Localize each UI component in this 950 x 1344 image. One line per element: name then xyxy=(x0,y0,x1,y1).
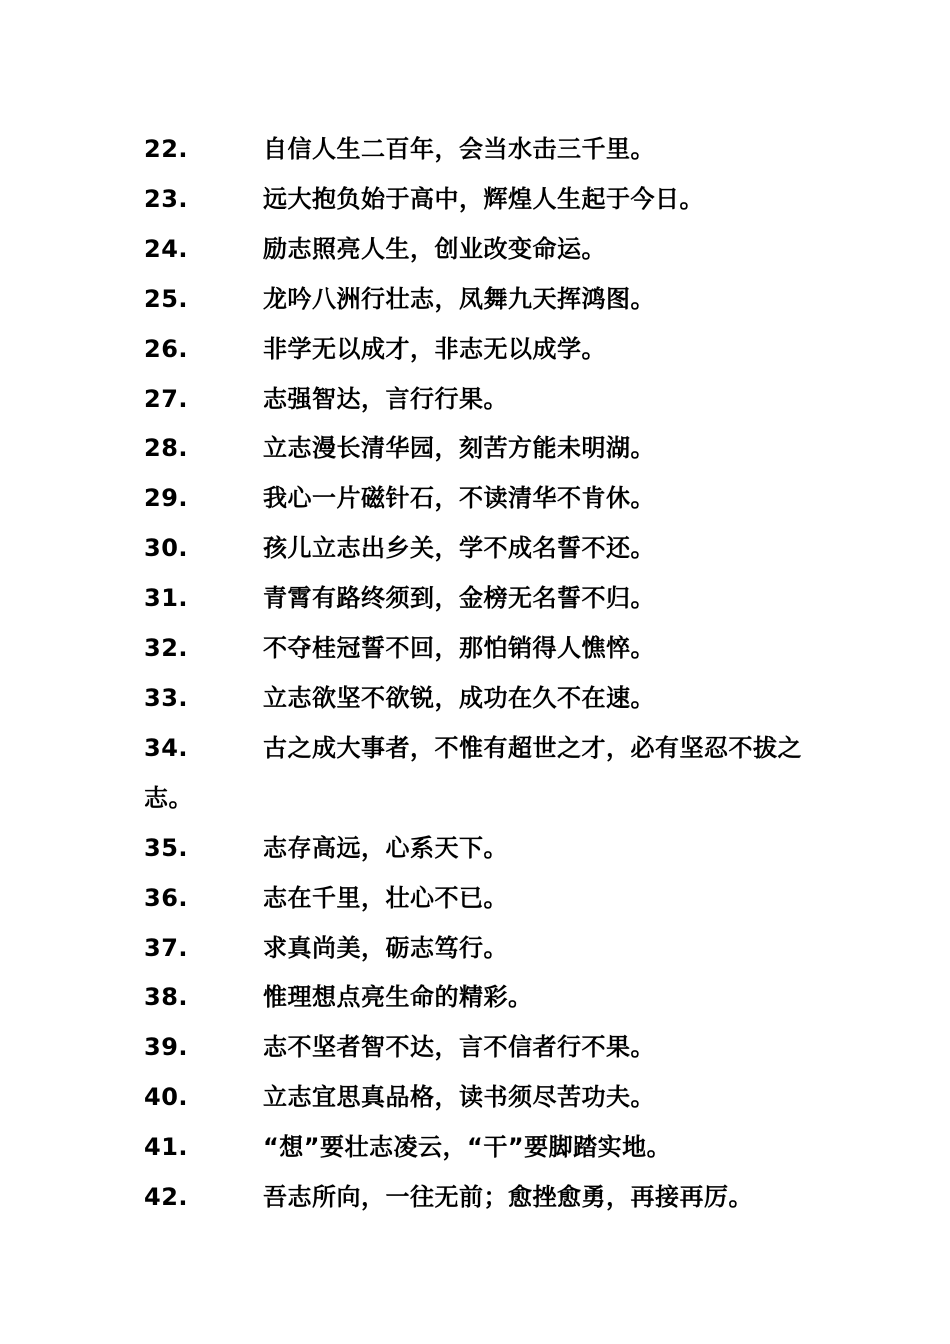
list-item xyxy=(144,175,824,225)
item-text: 志强智达，言行行果。 xyxy=(263,384,508,413)
item-number: 35. xyxy=(144,833,189,862)
list-item xyxy=(144,724,824,824)
item-text: “想”要壮志凌云，“干”要脚踏实地。 xyxy=(263,1133,672,1162)
item-text: 惟理想点亮生命的精彩。 xyxy=(263,983,533,1012)
item-text: 远大抱负始于高中，辉煌人生起于今日。 xyxy=(263,184,704,213)
item-text: 求真尚美，砺志笃行。 xyxy=(263,933,508,962)
list-item xyxy=(144,1173,824,1223)
item-number: 23. xyxy=(144,184,189,213)
list-item xyxy=(144,574,824,624)
item-number: 26. xyxy=(144,334,189,363)
list-item xyxy=(144,325,824,375)
list-item xyxy=(144,874,824,924)
item-text: 我心一片磁针石，不读清华不肯休。 xyxy=(263,484,655,513)
item-number: 28. xyxy=(144,434,189,463)
item-number: 22. xyxy=(144,135,189,163)
item-number: 31. xyxy=(144,584,189,613)
list-item xyxy=(144,524,824,574)
list-item xyxy=(144,125,824,175)
item-text: 励志照亮人生，创业改变命运。 xyxy=(263,234,606,263)
item-number: 41. xyxy=(144,1133,189,1162)
item-number: 24. xyxy=(144,234,189,263)
item-text: 青霄有路终须到，金榜无名誓不归。 xyxy=(263,584,655,613)
list-item xyxy=(144,424,824,474)
list-item xyxy=(144,674,824,724)
list-item xyxy=(144,1123,824,1173)
item-text: 立志宜思真品格，读书须尽苦功夫。 xyxy=(263,1083,655,1112)
item-number: 29. xyxy=(144,484,189,513)
motto-list xyxy=(144,125,824,1223)
list-item xyxy=(144,1073,824,1123)
item-text: 古之成大事者，不惟有超世之才，必有坚忍不拔之志。 xyxy=(144,733,802,812)
list-item xyxy=(144,824,824,874)
item-text: 非学无以成才，非志无以成学。 xyxy=(263,334,606,363)
item-text: 龙吟八洲行壮志，凤舞九天挥鸿图。 xyxy=(263,284,655,313)
item-text: 立志漫长清华园，刻苦方能未明湖。 xyxy=(263,434,655,463)
item-number: 33. xyxy=(144,683,189,712)
item-text: 自信人生二百年，会当水击三千里。 xyxy=(263,135,655,163)
list-item xyxy=(144,924,824,974)
item-number: 36. xyxy=(144,883,189,912)
list-item xyxy=(144,375,824,425)
item-text: 志不坚者智不达，言不信者行不果。 xyxy=(263,1033,655,1062)
item-number: 40. xyxy=(144,1083,189,1112)
item-number: 27. xyxy=(144,384,189,413)
item-text: 志在千里，壮心不已。 xyxy=(263,883,508,912)
item-number: 25. xyxy=(144,284,189,313)
list-item xyxy=(144,225,824,275)
item-number: 42. xyxy=(144,1183,189,1212)
list-item xyxy=(144,973,824,1023)
item-text: 不夺桂冠誓不回，那怕销得人憔悴。 xyxy=(263,634,655,663)
item-number: 34. xyxy=(144,733,189,762)
item-text: 立志欲坚不欲锐，成功在久不在速。 xyxy=(263,683,655,712)
list-item xyxy=(144,275,824,325)
item-number: 37. xyxy=(144,933,189,962)
item-text: 孩儿立志出乡关，学不成名誓不还。 xyxy=(263,534,655,563)
list-item xyxy=(144,1023,824,1073)
list-item xyxy=(144,474,824,524)
item-number: 32. xyxy=(144,634,189,663)
item-number: 38. xyxy=(144,983,189,1012)
item-number: 30. xyxy=(144,534,189,563)
item-number: 39. xyxy=(144,1033,189,1062)
list-item xyxy=(144,624,824,674)
item-text: 吾志所向，一往无前；愈挫愈勇，再接再厉。 xyxy=(263,1183,753,1212)
item-text: 志存高远，心系天下。 xyxy=(263,833,508,862)
